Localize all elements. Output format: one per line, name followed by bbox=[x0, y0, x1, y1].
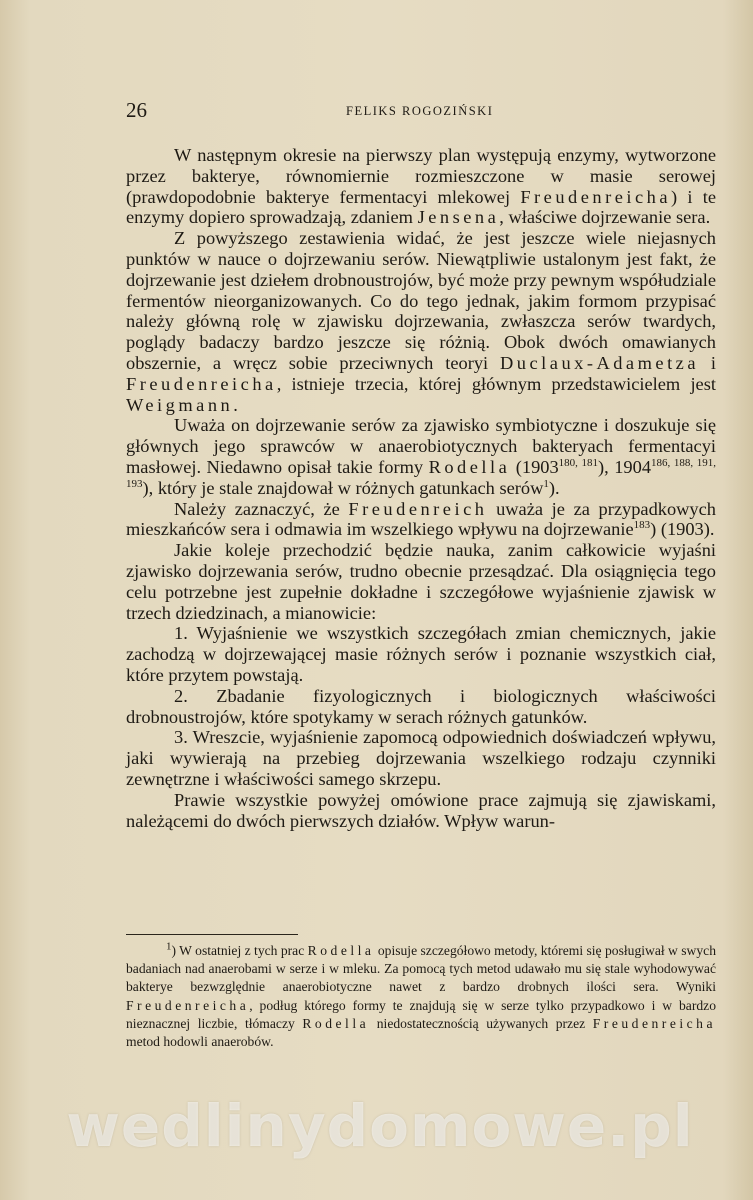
author-name: Rodella bbox=[307, 943, 375, 958]
author-name: Duclaux-Adametza bbox=[500, 352, 699, 373]
footnote-marker: 1 bbox=[166, 940, 172, 953]
author-name: Jensena bbox=[417, 207, 500, 228]
list-item-2: 2. Zbadanie fizyologicznych i biologicznych właściwości drobnoustrojów, które spotykamy w serach różnych gatunków. bbox=[126, 685, 716, 727]
paragraph-4: Należy zaznaczyć, że Freudenreich uważa je za przypadkowych mieszkańców sera i odmawia im wszelkiego wpływu na dojrzewanie$^{183}$) (1903). bbox=[126, 498, 716, 540]
main-text bbox=[126, 145, 716, 831]
paragraph-1: W następnym okresie na pierwszy plan występują enzymy, wytworzone przez bakterye, równomiernie rozmieszczone w masie serowej (prawdopodobnie bakterye fermentacyi mlekowej Freudenreicha) i te enzymy dopiero sprowadzają, zdaniem Jensena, właściwe dojrzewanie sera. bbox=[126, 145, 716, 228]
page-header bbox=[126, 98, 716, 126]
paragraph-3: Uważa on dojrzewanie serów za zjawisko symbiotyczne i doszukuje się głównych jego sprawców w anaerobiotycznych bakteryach fermentacyi masłowej. Niedawno opisał takie formy Rodella (1903$^{180, 181}$), 1904$^{186, 188, 191, 193}$), który je stale znajdował w różnych gatunkach serów$^1$). bbox=[126, 415, 716, 498]
paragraph-2: Z powyższego zestawienia widać, że jest jeszcze wiele niejasnych punktów w nauce o dojrzewaniu serów. Niewątpliwie ustalonym jest fakt, że dojrzewanie jest dziełem drobnoustrojów, być może przy pewnym współudziale fermentów nieorganizowanych. Co do tego jednak, jakim formom przypisać należy główną rolę w zjawisku dojrzewania, zwłaszcza serów twardych, poglądy badaczy bardzo jeszcze się różnią. Obok dwóch omawianych obszernie, a wręcz sobie przeciwnych teoryi Duclaux-Adametza i Freudenreicha, istnieje trzecia, której głównym przedstawicielem jest Weigmann. bbox=[126, 228, 716, 415]
citation-ref: 186, 188, 191, 193 bbox=[126, 456, 716, 490]
paragraph-9: Prawie wszystkie powyżej omówione prace zajmują się zjawiskami, należącemi do dwóch pierwszych działów. Wpływ warun- bbox=[126, 789, 716, 831]
citation-ref: 180, 181 bbox=[558, 456, 599, 469]
author-name: Freudenreicha bbox=[592, 1015, 716, 1031]
watermark: wedlinydomowe.pl bbox=[66, 1092, 694, 1160]
author-name: Weigmann bbox=[126, 394, 234, 415]
footnote-ref: 1 bbox=[543, 477, 549, 490]
author-name: Freudenreich bbox=[348, 498, 488, 519]
footnote-divider bbox=[126, 934, 298, 935]
footnote: $^1$) W ostatniej z tych prac Rodella opisuje szczegółowo metody, któremi się posługiwał w swych badaniach nad anaerobami w serze i w mleku. Za pomocą tych metod udawało mu się stale wyhodowywać bakterye bezwzględnie anaerobiotyczne nawet z bardzo drobnych ilości sera. Wyniki Freudenreicha, podług którego formy te znajdują się w serze tylko przypadkowo i w bardzo nieznacznej liczbie, tłómaczy Rodella niedostatecznością używanych przez Freudenreicha metod hodowli anaerobów. bbox=[126, 940, 716, 1050]
list-item-3: 3. Wreszcie, wyjaśnienie zapomocą odpowiednich doświadczeń wpływu, jaki wywierają na przebieg dojrzewania wszelkiego rodzaju czynniki zewnętrzne i właściwości samego skrzepu. bbox=[126, 727, 716, 789]
list-item-1: 1. Wyjaśnienie we wszystkich szczegółach zmian chemicznych, jakie zachodzą w dojrzewającej masie różnych serów i poznanie wszystkich ciał, które przytem powstają. bbox=[126, 623, 716, 685]
page-number: 26 bbox=[126, 98, 147, 122]
author-name: Freudenreicha bbox=[126, 373, 277, 394]
author-name: Rodella bbox=[302, 1015, 370, 1031]
author-name: Freudenreicha bbox=[126, 997, 250, 1013]
author-name: Freudenreicha bbox=[520, 186, 672, 207]
running-head: FELIKS ROGOZIŃSKI bbox=[346, 104, 494, 118]
author-name: Rodella bbox=[428, 456, 511, 477]
citation-ref: 183 bbox=[633, 519, 651, 532]
paragraph-5: Jakie koleje przechodzić będzie nauka, zanim całkowicie wyjaśni zjawisko dojrzewania serów, trudno obecnie przesądzać. Dla osiągnięcia tego celu potrzebne jest zupełnie dokładne i szczegółowe wyjaśnienie zjawisk w trzech dziedzinach, a mianowicie: bbox=[126, 540, 716, 623]
